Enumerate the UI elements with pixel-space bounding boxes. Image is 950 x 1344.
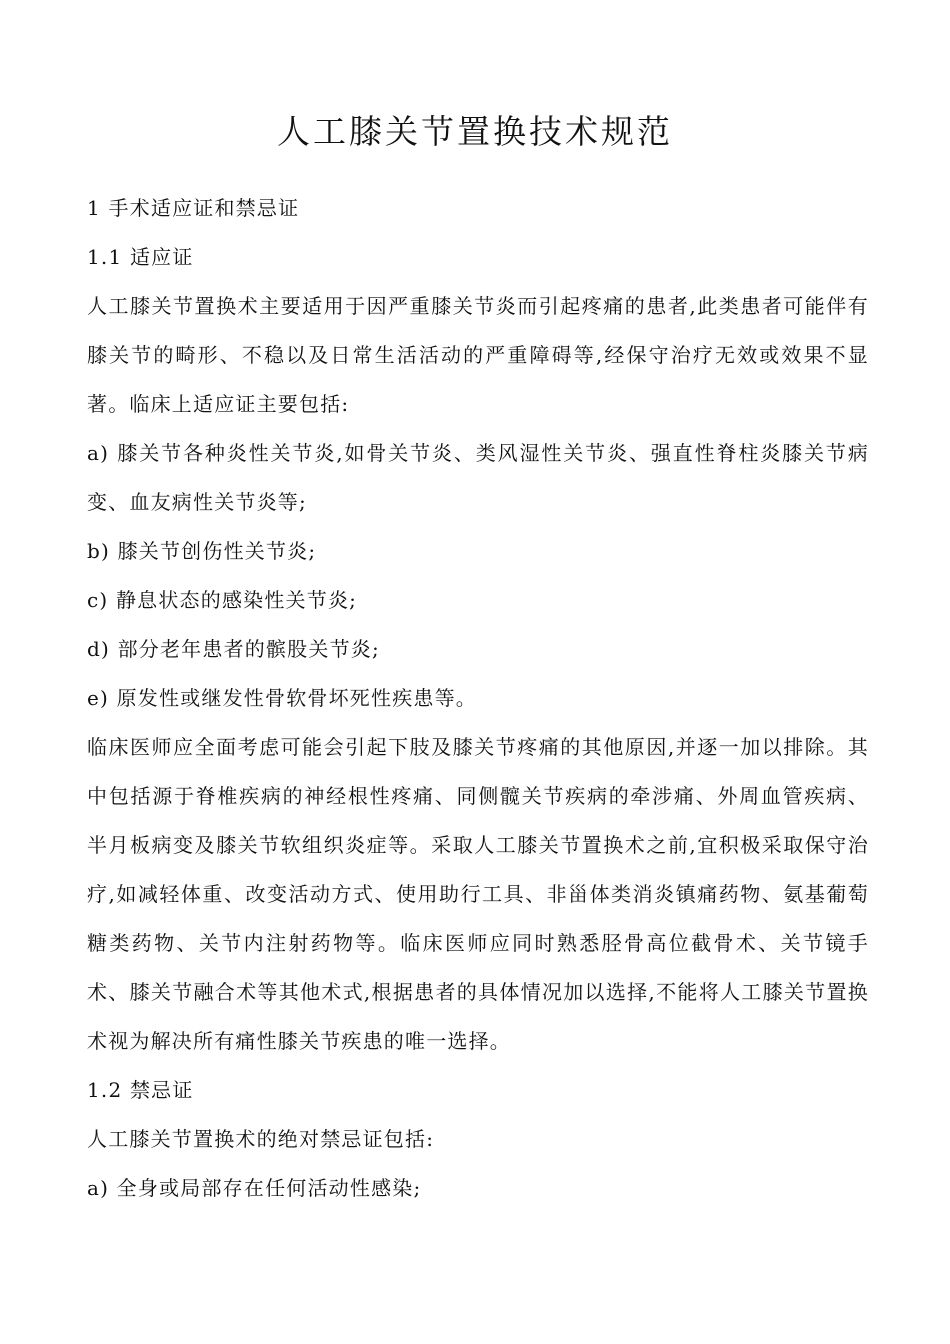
indication-item-b: b) 膝关节创伤性关节炎;	[87, 539, 317, 563]
document-body	[87, 184, 869, 1213]
indication-item-a: a) 膝关节各种炎性关节炎,如骨关节炎、类风湿性关节炎、强直性脊柱炎膝关节病变、血友病性关节炎等;	[87, 441, 869, 514]
paragraph-contraindications-intro: 人工膝关节置换术的绝对禁忌证包括:	[87, 1127, 435, 1151]
paragraph-clinical-considerations: 临床医师应全面考虑可能会引起下肢及膝关节疼痛的其他原因,并逐一加以排除。其中包括源于脊椎疾病的神经根性疼痛、同侧髋关节疾病的牵涉痛、外周血管疾病、半月板病变及膝关节软组织炎症等。采取人工膝关节置换术之前,宜积极采取保守治疗,如减轻体重、改变活动方式、使用助行工具、非甾体类消炎镇痛药物、氨基葡萄糖类药物、关节内注射药物等。临床医师应同时熟悉胫骨高位截骨术、关节镜手术、膝关节融合术等其他术式,根据患者的具体情况加以选择,不能将人工膝关节置换术视为解决所有痛性膝关节疾患的唯一选择。	[87, 735, 869, 1053]
paragraph-indications-intro: 人工膝关节置换术主要适用于因严重膝关节炎而引起疼痛的患者,此类患者可能伴有膝关节的畸形、不稳以及日常生活活动的严重障碍等,经保守治疗无效或效果不显著。临床上适应证主要包括:	[87, 294, 869, 416]
indication-item-d: d) 部分老年患者的髌股关节炎;	[87, 637, 380, 661]
section-heading-1-1: 1.1 适应证	[87, 245, 194, 269]
document-title: 人工膝关节置换技术规范	[277, 112, 673, 151]
indication-item-c: c) 静息状态的感染性关节炎;	[87, 588, 358, 612]
section-heading-1: 1 手术适应证和禁忌证	[87, 196, 300, 220]
section-heading-1-2: 1.2 禁忌证	[87, 1078, 194, 1102]
contraindication-item-a: a) 全身或局部存在任何活动性感染;	[87, 1176, 422, 1200]
indication-item-e: e) 原发性或继发性骨软骨坏死性疾患等。	[87, 686, 477, 710]
